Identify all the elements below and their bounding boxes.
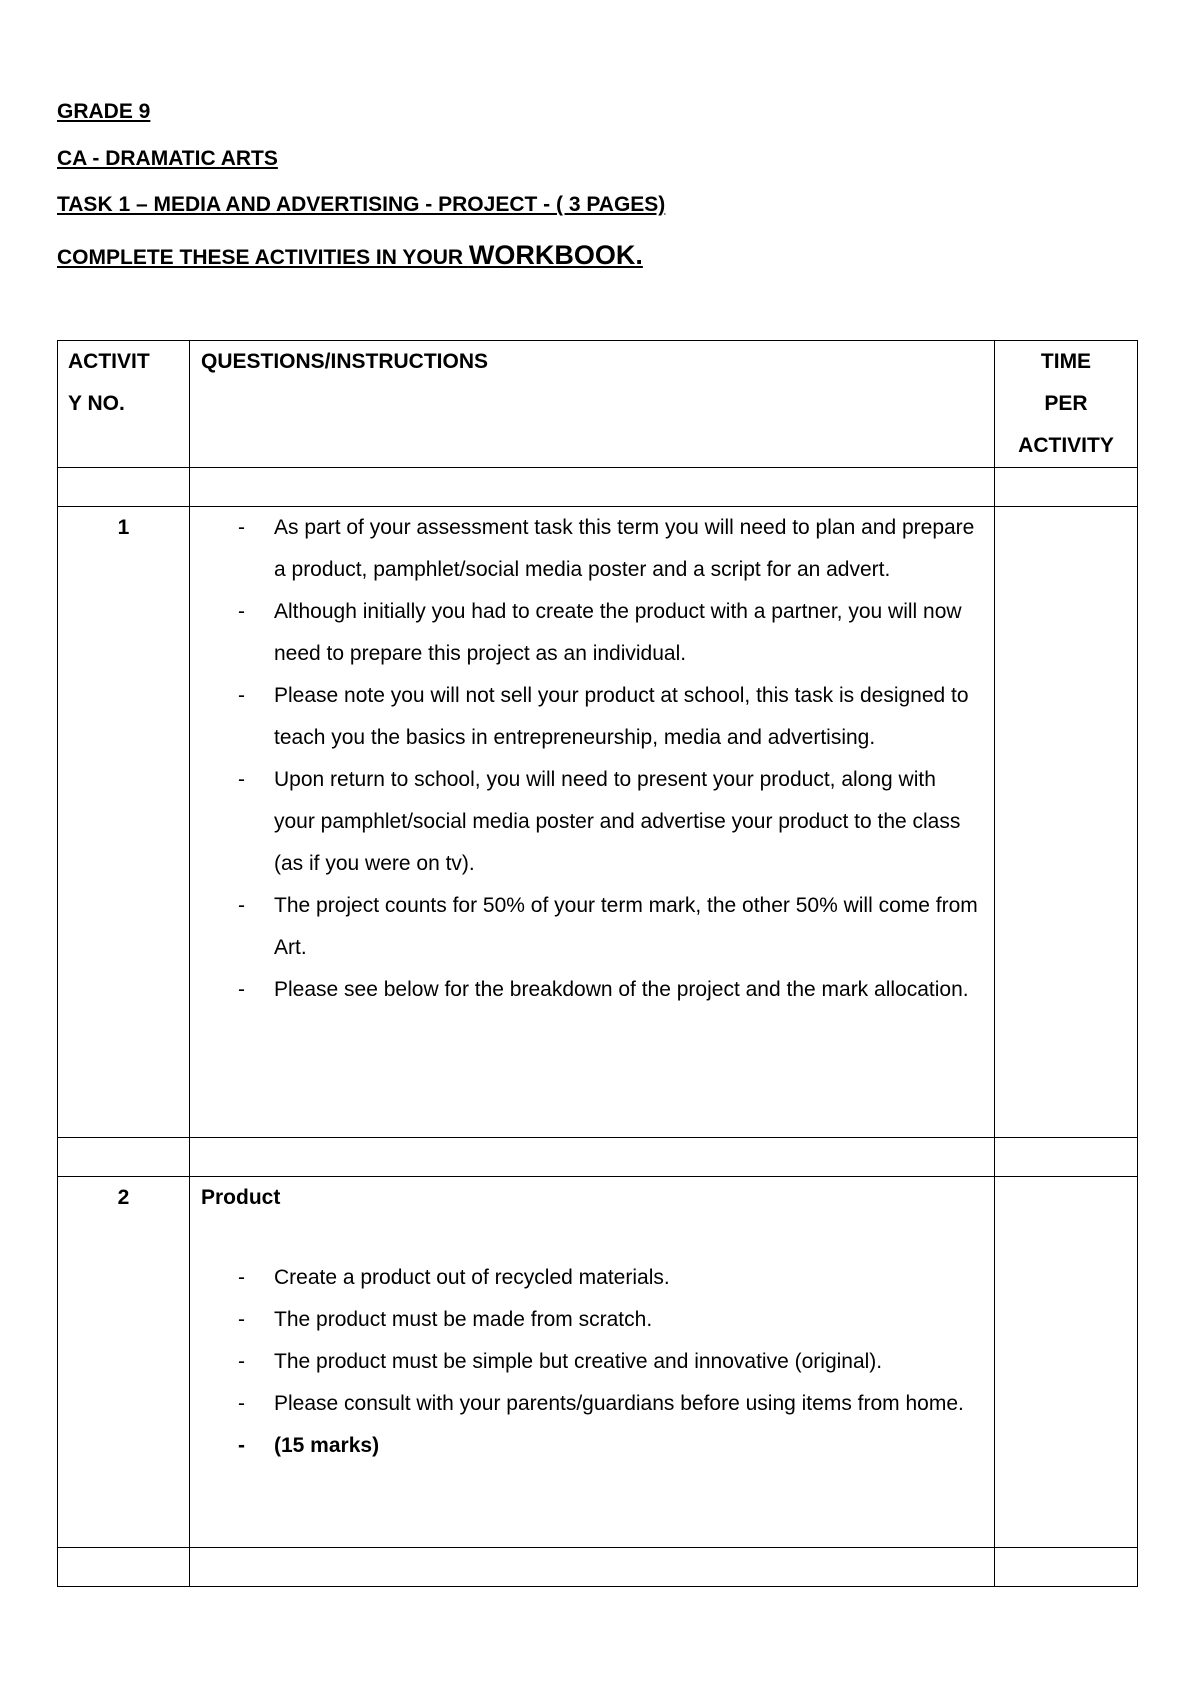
- activity-time: [995, 1177, 1138, 1548]
- spacer-cell: [58, 468, 190, 507]
- spacer-cell: [190, 1548, 995, 1587]
- list-item: - Please consult with your parents/guardians before using items from home.: [190, 1383, 982, 1425]
- list-item: - The product must be simple but creative and innovative (original).: [190, 1341, 982, 1383]
- table-header-row: [58, 341, 1138, 468]
- list-item: - The project counts for 50% of your term mark, the other 50% will come from Art.: [190, 885, 982, 969]
- list-item: - Please see below for the breakdown of the project and the mark allocation.: [190, 969, 982, 1011]
- activity-instructions: [190, 507, 995, 1138]
- header-time-line-3: ACTIVITY: [1018, 434, 1114, 457]
- header-activity-line-1: ACTIVIT: [68, 350, 150, 373]
- activity-number: 1: [58, 507, 190, 1138]
- spacer-cell: [995, 468, 1138, 507]
- activities-table: [57, 340, 1138, 1587]
- list-item: - As part of your assessment task this term you will need to plan and prepare a product, pamphlet/social media poster and a script for an advert.: [190, 507, 982, 591]
- spacer-cell: [58, 1548, 190, 1587]
- section-title: Product: [201, 1186, 281, 1209]
- subject-heading: CA - DRAMATIC ARTS: [57, 147, 278, 170]
- spacer-cell: [190, 1138, 995, 1177]
- header-time-line-2: PER: [1044, 392, 1088, 415]
- spacer-row: [58, 468, 1138, 507]
- header-activity-no: [58, 341, 190, 468]
- spacer-row: [58, 1138, 1138, 1177]
- spacer-cell: [995, 1138, 1138, 1177]
- header-time-per-activity: [995, 341, 1138, 468]
- activity-row-2: [58, 1177, 1138, 1548]
- header-activity-line-2: Y NO.: [68, 392, 125, 415]
- activity-row-1: [58, 507, 1138, 1138]
- blank-line: [190, 1219, 994, 1257]
- grade-heading: GRADE 9: [57, 100, 151, 123]
- list-item: - Create a product out of recycled materials.: [190, 1257, 982, 1299]
- activity-instructions: [190, 1177, 995, 1548]
- list-item: - Please note you will not sell your product at school, this task is designed to teach you the basics in entrepreneurship, media and advertising.: [190, 675, 982, 759]
- instruction-list: [190, 507, 994, 1011]
- spacer-cell: [190, 468, 995, 507]
- instruction-prefix: COMPLETE THESE ACTIVITIES IN YOUR: [57, 246, 469, 269]
- spacer-row: [58, 1548, 1138, 1587]
- header-time-line-1: TIME: [1040, 350, 1092, 373]
- instruction-list: [190, 1257, 994, 1467]
- marks-item: - (15 marks): [190, 1425, 982, 1467]
- header-questions: QUESTIONS/INSTRUCTIONS: [190, 341, 995, 468]
- instruction-heading: [57, 240, 643, 271]
- task-heading: TASK 1 – MEDIA AND ADVERTISING - PROJECT - ( 3 PAGES): [57, 193, 666, 216]
- list-item: - The product must be made from scratch.: [190, 1299, 982, 1341]
- activity-time: [995, 507, 1138, 1138]
- list-item: - Upon return to school, you will need to present your product, along with your pamphlet/social media poster and advertise your product to the class (as if you were on tv).: [190, 759, 982, 885]
- activity-number: 2: [58, 1177, 190, 1548]
- spacer-cell: [58, 1138, 190, 1177]
- list-item: - Although initially you had to create the product with a partner, you will now need to prepare this project as an individual.: [190, 591, 982, 675]
- spacer-cell: [995, 1548, 1138, 1587]
- workbook-emphasis: WORKBOOK.: [468, 240, 643, 270]
